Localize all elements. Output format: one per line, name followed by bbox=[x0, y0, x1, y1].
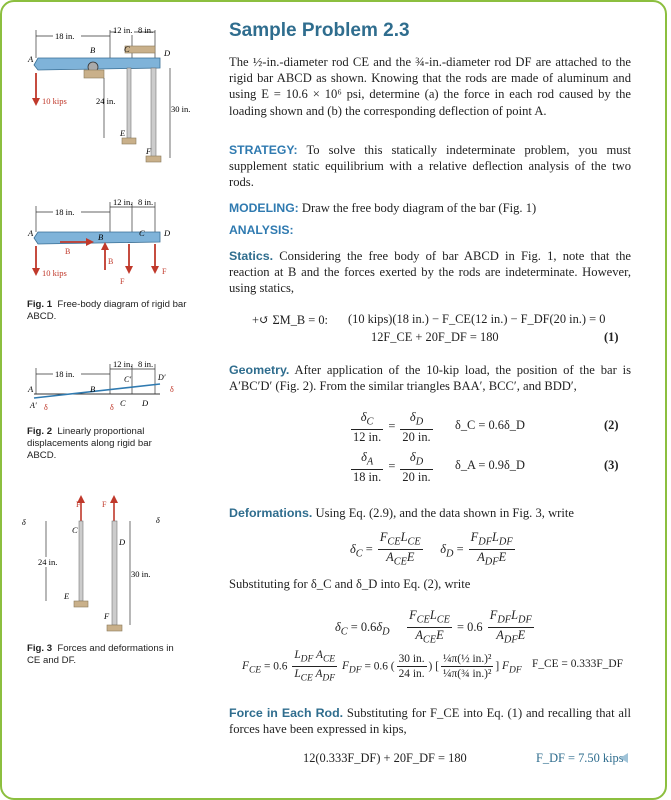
svg-text:E: E bbox=[64, 591, 70, 601]
answer-fdf: F_DF = 7.50 kips bbox=[536, 751, 624, 765]
svg-text:C: C bbox=[120, 398, 126, 408]
eq3-result: δ_A = 0.9δ_D bbox=[455, 458, 525, 472]
svg-text:F: F bbox=[120, 277, 125, 286]
svg-text:D: D bbox=[142, 398, 149, 408]
statics-eq-lhs: +↺ ΣM_B = 0: bbox=[252, 313, 328, 327]
svg-text:F: F bbox=[76, 500, 81, 509]
svg-text:A: A bbox=[28, 54, 34, 64]
svg-text:E: E bbox=[120, 128, 126, 138]
strategy-heading: STRATEGY: bbox=[229, 143, 298, 157]
geometry-paragraph: Geometry. After application of the 10-kip load, the position of the bar is A′BC′D′ (Fig. 2). From the similar triangles BAA′, BCC′, and BDD′, bbox=[229, 363, 631, 394]
svg-text:12 in.: 12 in. bbox=[113, 198, 133, 207]
svg-text:D: D bbox=[119, 537, 126, 547]
fig2-displacements bbox=[20, 360, 200, 416]
fig1-caption: Fig. 1 Free-body diagram of rigid bar ABCD. bbox=[27, 299, 187, 322]
svg-text:δ: δ bbox=[156, 516, 160, 525]
eq3: $\frac{\delta_A}{18 in.}$ = $\frac{\delta_D}{20 in.}$ bbox=[353, 450, 431, 485]
fce-result: F_CE = 0.333F_DF bbox=[532, 658, 623, 670]
force-paragraph: Force in Each Rod. Substituting for F_CE into Eq. (1) and recalling that all forces have been expressed in kips, bbox=[229, 706, 631, 737]
dim-30: 30 in. bbox=[171, 104, 191, 114]
statics-heading: Statics. bbox=[229, 249, 274, 263]
svg-text:12 in.: 12 in. bbox=[113, 360, 133, 369]
svg-text:F: F bbox=[102, 500, 107, 509]
svg-text:B: B bbox=[90, 384, 96, 394]
dim-8: 8 in. bbox=[138, 25, 154, 35]
fig3-forces bbox=[20, 495, 200, 635]
fig3-caption: Fig. 3 Forces and deformations in CE and DF. bbox=[27, 643, 174, 666]
intro-paragraph: The ½-in.-diameter rod CE and the ¾-in.-diameter rod DF are attached to the rigid bar ABCD as shown. Knowing that the rods are made of aluminum and using E = 10.6 × 10⁶ psi, determine (a) the force in each rod caused by the loading shown and (b) the corresponding deflection of point A. bbox=[229, 55, 631, 118]
modeling-paragraph: MODELING: Draw the free body diagram of the bar (Fig. 1) bbox=[229, 201, 537, 215]
svg-text:D: D bbox=[164, 228, 171, 238]
svg-text:F: F bbox=[146, 146, 152, 156]
statics-paragraph: Statics. Considering the free body of bar ABCD in Fig. 1, note that the reaction at B and the forces exerted by the rods are indeterminate. However, using statics, bbox=[229, 249, 631, 296]
svg-text:B: B bbox=[108, 257, 114, 266]
svg-text:δ: δ bbox=[110, 403, 114, 412]
eq3-number: (3) bbox=[604, 458, 619, 472]
figures-column bbox=[0, 0, 210, 763]
load-label: 10 kips bbox=[42, 96, 67, 106]
force-eq: 12(0.333F_DF) + 20F_DF = 180 bbox=[303, 751, 467, 765]
svg-text:B: B bbox=[65, 247, 71, 256]
analysis-heading: ANALYSIS: bbox=[229, 223, 294, 237]
svg-text:18 in.: 18 in. bbox=[55, 369, 75, 379]
svg-text:8 in.: 8 in. bbox=[138, 198, 154, 207]
eq2-result: δ_C = 0.6δ_D bbox=[455, 418, 525, 432]
fig2-caption: Fig. 2 Linearly proportional displacements along rigid bar ABCD. bbox=[27, 426, 152, 461]
strategy-paragraph: STRATEGY: To solve this statically indeterminate problem, you must supplement static equilibrium with a relative deflection analysis of the two rods. bbox=[229, 143, 631, 190]
svg-text:C: C bbox=[124, 44, 130, 54]
eq2: $\frac{\delta_C}{12 in.}$ = $\frac{\delta_D}{20 in.}$ bbox=[353, 410, 431, 445]
deformations-paragraph: Deformations. Using Eq. (2.9), and the data shown in Fig. 3, write bbox=[229, 506, 574, 520]
svg-text:D: D bbox=[164, 48, 171, 58]
dim-24: 24 in. bbox=[96, 96, 116, 106]
eq1: 12F_CE + 20F_DF = 180 bbox=[371, 330, 499, 344]
svg-text:A: A bbox=[28, 228, 34, 238]
fce-expression: $F_{CE} = 0.6$ $\frac{L_{DF} A_{CE}}{L_{CE} A_{DF}}$ $F_{DF} = 0.6$ ( $\frac{30 in.}{24 in.}$ ) [ $\frac{\text{¼π(½ in.)²}}{\text{¼π(¾ in.)²}}$ ] $F_{DF}$ bbox=[242, 649, 522, 684]
deformation-eqs: $\delta_C$ = $\frac{F_{CE}L_{CE}}{A_{CE}E}$ $\delta_D$ = $\frac{F_{DF}L_{DF}}{A_{DF}E}$ bbox=[350, 530, 513, 568]
svg-text:δ: δ bbox=[22, 518, 26, 527]
geometry-heading: Geometry. bbox=[229, 363, 290, 377]
page-title: Sample Problem 2.3 bbox=[229, 20, 410, 41]
answer-marker-icon bbox=[620, 753, 628, 763]
svg-text:C: C bbox=[72, 525, 78, 535]
svg-text:F: F bbox=[104, 611, 110, 621]
substitution-paragraph: Substituting for δ_C and δ_D into Eq. (2), write bbox=[229, 577, 471, 591]
svg-text:B: B bbox=[98, 232, 104, 242]
svg-text:C: C bbox=[139, 228, 145, 238]
problem-figure bbox=[20, 18, 200, 168]
statics-eq-main: (10 kips)(18 in.) − F_CE(12 in.) − F_DF(20 in.) = 0 bbox=[348, 312, 606, 326]
svg-text:δ: δ bbox=[170, 385, 174, 394]
dim-12: 12 in. bbox=[113, 25, 133, 35]
eq2-number: (2) bbox=[604, 418, 619, 432]
deformations-heading: Deformations. bbox=[229, 506, 313, 520]
svg-text:18 in.: 18 in. bbox=[55, 207, 75, 217]
svg-text:δ: δ bbox=[44, 403, 48, 412]
svg-text:F: F bbox=[162, 267, 167, 276]
dim-18: 18 in. bbox=[55, 31, 75, 41]
svg-text:30 in.: 30 in. bbox=[131, 569, 151, 579]
analysis-heading-line bbox=[229, 222, 631, 238]
svg-text:D′: D′ bbox=[158, 373, 166, 382]
fig1-fbd bbox=[20, 198, 200, 290]
svg-text:24 in.: 24 in. bbox=[38, 557, 58, 567]
svg-text:C′: C′ bbox=[124, 375, 132, 384]
svg-text:8 in.: 8 in. bbox=[138, 360, 154, 369]
svg-text:10 kips: 10 kips bbox=[42, 268, 67, 278]
substituted-eq: $\delta_C = 0.6\delta_D$ $\frac{F_{CE}L_{CE}}{A_{CE}E}$ = 0.6 $\frac{F_{DF}L_{DF}}{A_{DF}E}$ bbox=[335, 608, 532, 646]
svg-text:A: A bbox=[28, 384, 34, 394]
svg-text:A′: A′ bbox=[30, 401, 37, 410]
force-heading: Force in Each Rod. bbox=[229, 706, 344, 720]
svg-text:B: B bbox=[90, 45, 96, 55]
eq1-number: (1) bbox=[604, 330, 619, 344]
modeling-heading: MODELING: bbox=[229, 201, 299, 215]
